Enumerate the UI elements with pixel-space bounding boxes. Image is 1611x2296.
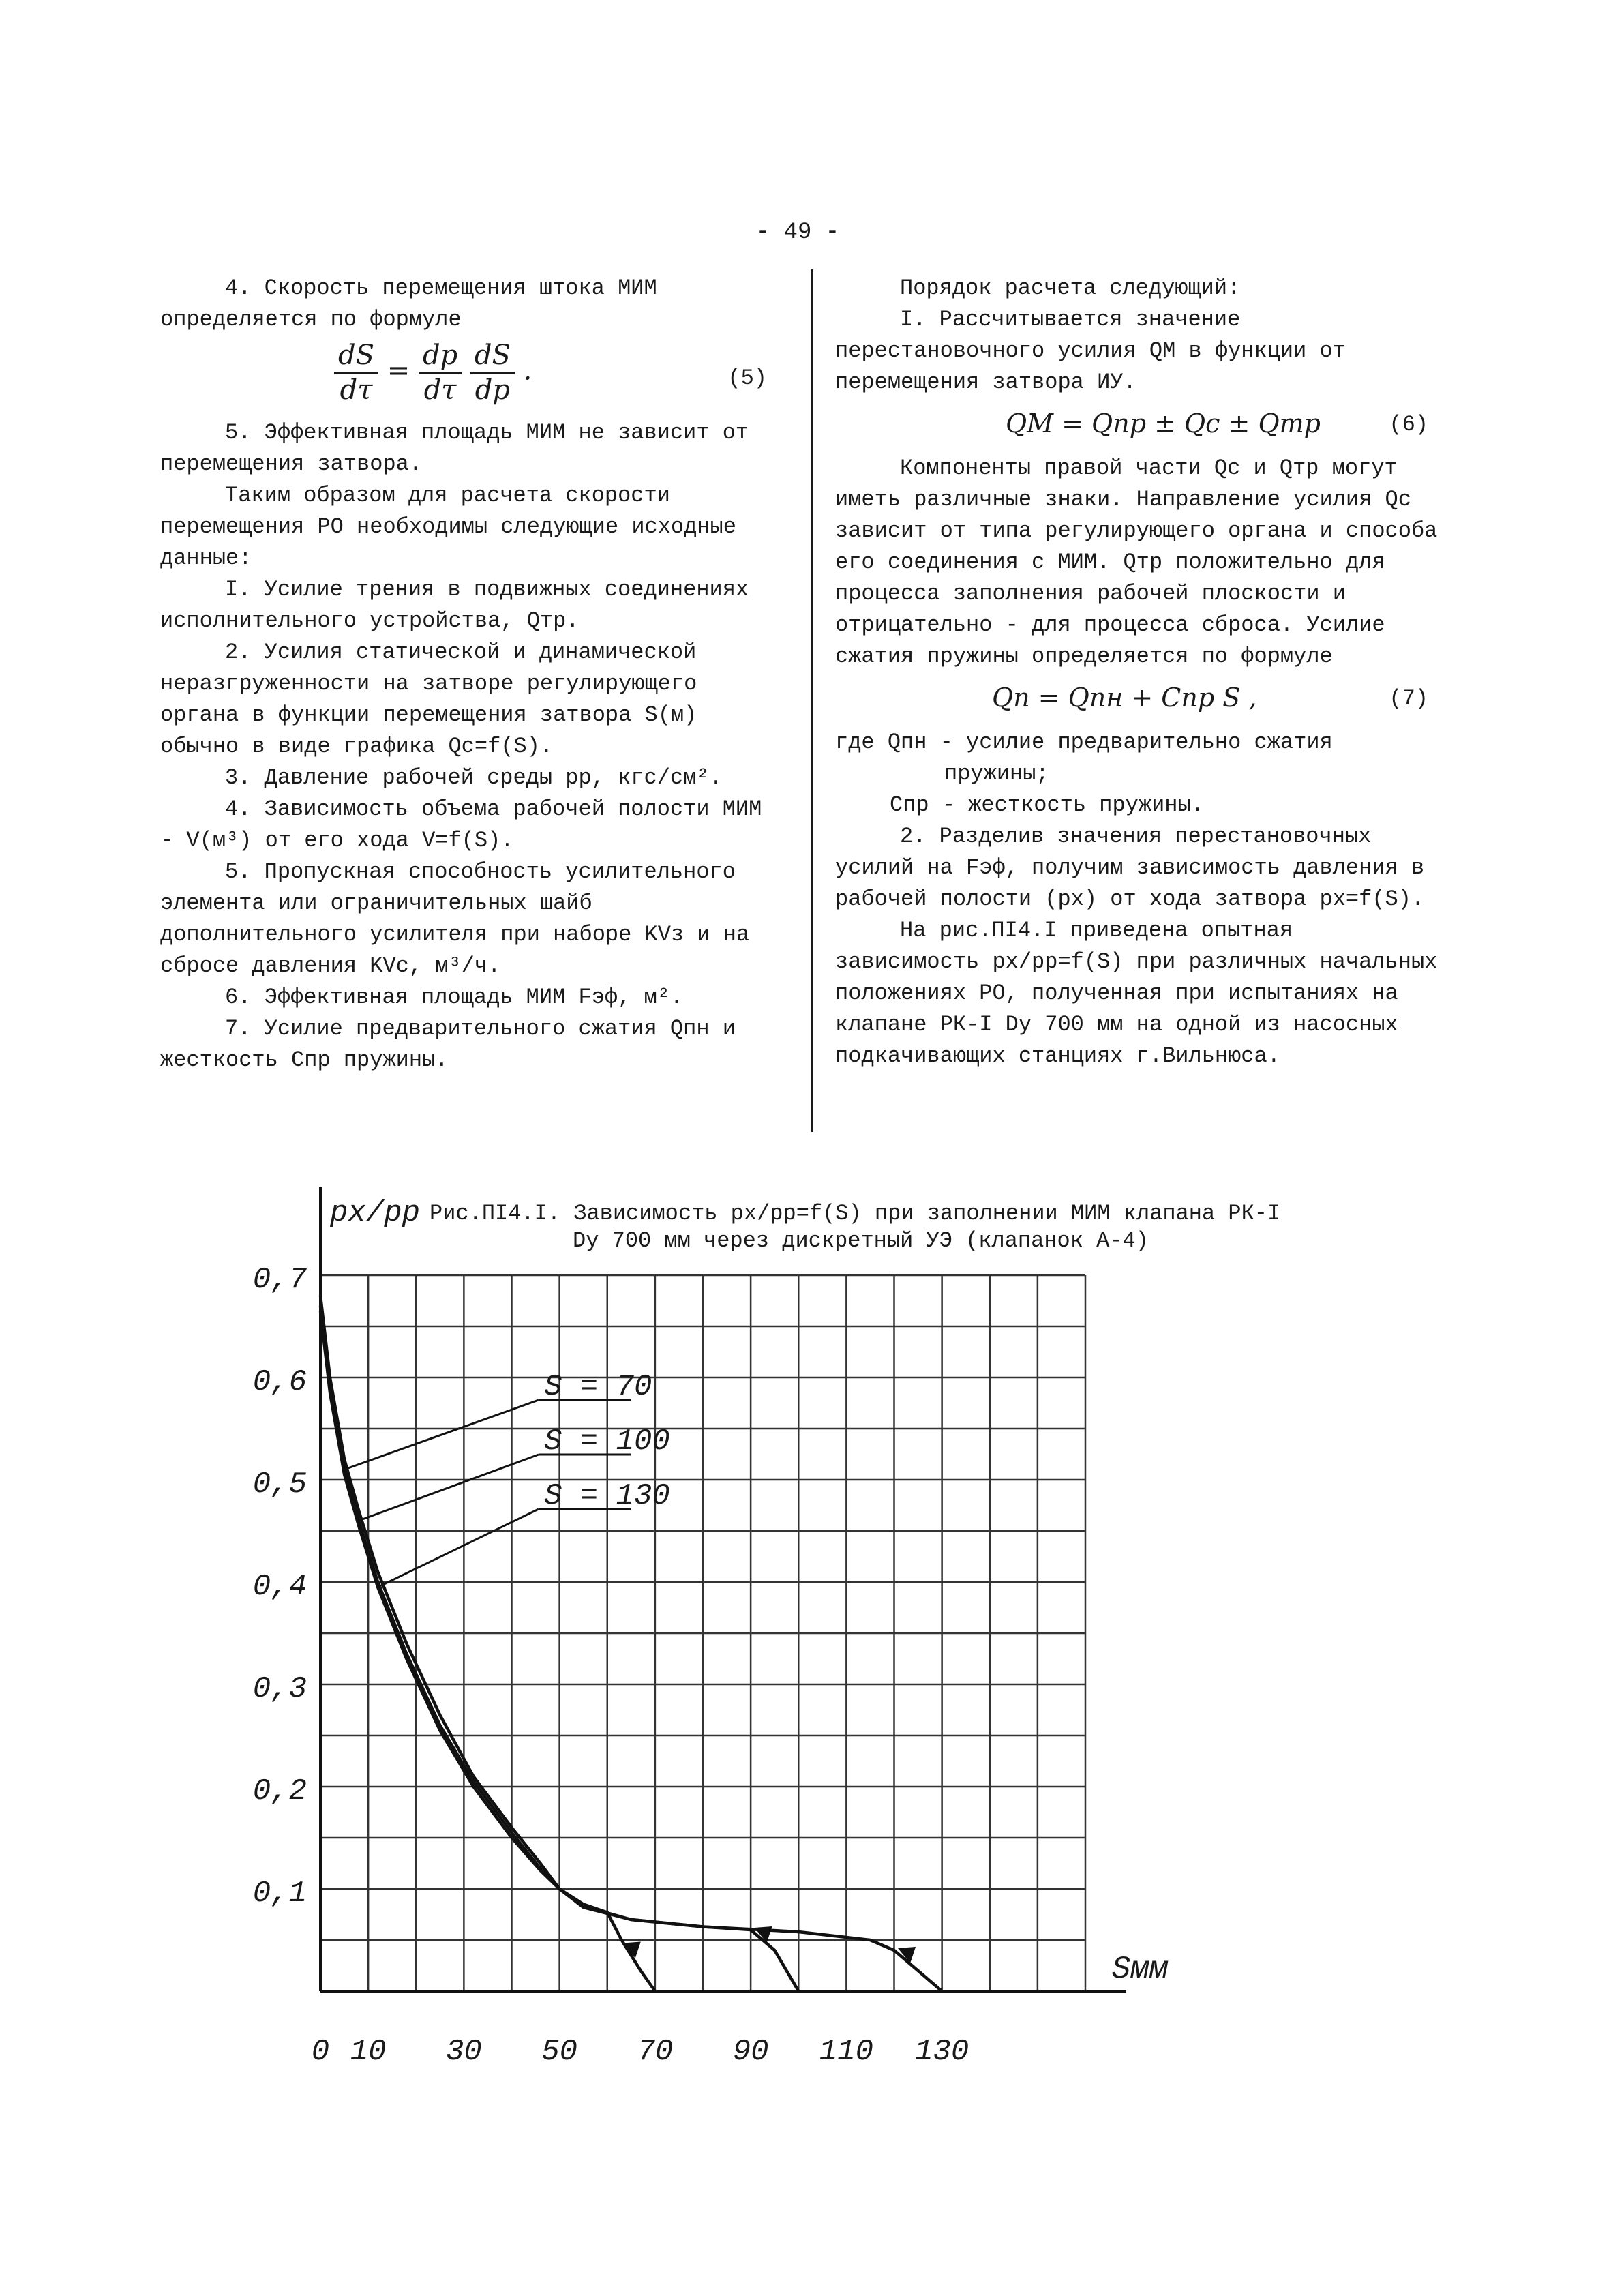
list-item: 7. Усилие предварительного сжатия Qпн и жесткость Cпр пружины. xyxy=(160,1016,736,1073)
eq5-r1-num: dp xyxy=(419,339,462,374)
paragraph: На рис.ПI4.I приведена опытная зависимость pх/pр=f(S) при различных начальных положениях РО, полученная при испытаниях на клапане РК-I Dу 700 мм на одной из насосных подкачивающих станциях г.Вильнюса. xyxy=(835,918,1438,1069)
paragraph: 5. Эффективная площадь МИМ не зависит от перемещения затвора. xyxy=(160,420,749,477)
x-tick-label: 30 xyxy=(445,2035,482,2069)
x-axis-label: Sмм xyxy=(1111,1952,1169,1987)
paragraph: Таким образом для расчета скорости перемещения РО необходимы следующие исходные данные: xyxy=(160,483,736,571)
x-tick-label: 0 xyxy=(311,2035,330,2069)
chart-axes xyxy=(320,1187,1126,1991)
list-item: I. Усилие трения в подвижных соединениях исполнительного устройства, Qтр. xyxy=(160,577,749,633)
list-item: 3. Давление рабочей среды pр, кгс/см². xyxy=(225,765,723,790)
y-axis-label: px/pp xyxy=(329,1196,421,1230)
paragraph: Компоненты правой части Qc и Qтр могут иметь различные знаки. Направление усилия Qc зависит от типа регулирующего органа и способа его соединения с МИМ. Qтр положительно для процесса заполнения рабочей плоскости и отрицательно - для процесса сброса. Усилие сжатия пружины определяется по формуле xyxy=(835,456,1438,669)
eq7-text: Qп = Qпн + Cпр S , xyxy=(992,683,1257,713)
list-item: 6. Эффективная площадь МИМ Fэф, м². xyxy=(225,985,684,1010)
eq5-r2-num: dS xyxy=(470,339,515,374)
list-item: 2. Разделив значения перестановочных усилий на Fэф, получим зависимость давления в рабочей полости (pх) от хода затвора pх=f(S). xyxy=(835,824,1425,912)
y-tick-label: 0,4 xyxy=(252,1570,307,1604)
series-label: S = 100 xyxy=(544,1425,670,1459)
where-clause: где Qпн - усилие предварительно сжатия пружины; xyxy=(835,730,1333,786)
eq5-dot: . xyxy=(523,355,532,387)
eq5-number: (5) xyxy=(727,366,767,391)
y-tick-label: 0,5 xyxy=(252,1467,307,1502)
caption-line-1: Рис.ПI4.I. Зависимость px/pp=f(S) при заполнении МИМ клапана РК-I xyxy=(430,1201,1281,1226)
section-heading: Порядок расчета следующий: xyxy=(900,275,1241,301)
y-tick-label: 0,3 xyxy=(252,1672,307,1706)
y-tick-label: 0,1 xyxy=(252,1877,307,1911)
caption-line-2: Dу 700 мм через дискретный УЭ (клапанок А-4) xyxy=(573,1228,1149,1253)
list-item: 2. Усилия статической и динамической неразгруженности на затворе регулирующего органа в функции перемещения затвора S(м) обычно в виде графика Qc=f(S). xyxy=(160,640,697,759)
label-leader-line xyxy=(378,1509,539,1587)
eq5-r2-den: dp xyxy=(475,374,511,406)
x-tick-label: 90 xyxy=(732,2035,769,2069)
x-tick-label: 10 xyxy=(350,2035,387,2069)
y-tick-label: 0,2 xyxy=(252,1774,307,1808)
y-tick-label: 0,7 xyxy=(252,1263,307,1297)
x-tick-label: 50 xyxy=(541,2035,578,2069)
eq5-lhs-num: dS xyxy=(334,339,378,374)
list-item: 4. Зависимость объема рабочей полости МИМ - V(м³) от его хода V=f(S). xyxy=(160,796,762,853)
series-label: S = 130 xyxy=(544,1479,670,1513)
y-tick-label: 0,6 xyxy=(252,1365,307,1399)
eq5-r1-den: dτ xyxy=(423,374,457,406)
label-leader-line xyxy=(344,1400,539,1470)
list-item: 5. Пропускная способность усилительного элемента или ограничительных шайб дополнительного усилителя при наборе KVз и на сбросе давления KVc, м³/ч. xyxy=(160,859,750,979)
eq5-lhs-den: dτ xyxy=(340,374,373,406)
x-tick-label: 110 xyxy=(819,2035,873,2069)
chart-grid xyxy=(320,1275,1085,1991)
page-number: - 49 - xyxy=(755,220,840,245)
x-tick-label: 70 xyxy=(637,2035,674,2069)
eq5-equals: = xyxy=(387,355,410,387)
x-tick-label: 130 xyxy=(915,2035,969,2069)
where-clause: Cпр - жесткость пружины. xyxy=(890,792,1204,818)
eq6-number: (6) xyxy=(1389,412,1428,437)
list-item: I. Рассчитывается значение перестановочного усилия QМ в функции от перемещения затвора ИУ. xyxy=(835,307,1346,395)
eq6-text: QМ = Qпр ± Qc ± Qтр xyxy=(1006,408,1321,438)
eq7-number: (7) xyxy=(1389,686,1428,711)
series-label: S = 70 xyxy=(544,1370,652,1404)
paragraph: 4. Скорость перемещения штока МИМ определяется по формуле xyxy=(160,275,657,332)
